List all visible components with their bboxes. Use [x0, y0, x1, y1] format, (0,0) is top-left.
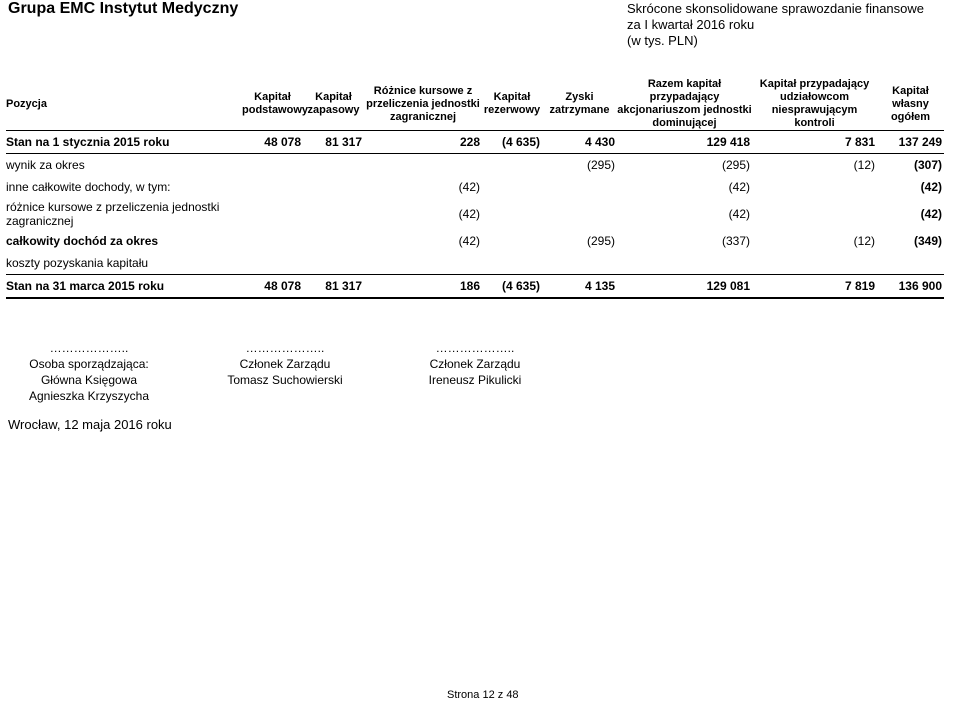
signature-role: Członek Zarządu [429, 357, 521, 371]
table-cell: (42) [920, 207, 942, 221]
table-cell [242, 154, 303, 177]
table-cell: (42) [458, 234, 480, 248]
table-cell: 136 900 [877, 275, 944, 299]
table-cell [752, 252, 877, 275]
column-header: Razem kapitał przypadający akcjonariuszom jednostki dominującej [617, 78, 752, 129]
table-cell [482, 154, 542, 177]
report-title-line1: Skrócone skonsolidowane sprawozdanie finansowe [627, 1, 925, 16]
table-cell: 186 [364, 275, 482, 299]
table-cell: (42) [920, 180, 942, 194]
signature-block-preparer [8, 340, 170, 404]
table-cell: 228 [364, 131, 482, 154]
page-number: Strona 12 z 48 [447, 689, 519, 701]
signature-line: ……………….. [49, 341, 129, 355]
table-cell [303, 154, 364, 177]
table-cell: (4 635) [482, 131, 542, 154]
table-cell [364, 252, 482, 275]
table-cell [303, 230, 364, 252]
column-header: Kapitał przypadający udziałowcom niesprawującym kontroli [752, 78, 877, 131]
signature-name: Agnieszka Krzyszycha [28, 389, 150, 403]
table-row [6, 275, 944, 299]
table-cell [752, 176, 877, 198]
table-cell: 48 078 [242, 275, 303, 299]
table-row [6, 252, 944, 275]
table-cell: 137 249 [877, 131, 944, 154]
signature-name: Ireneusz Pikulicki [428, 373, 522, 387]
signature-role: Osoba sporządzająca: [29, 357, 149, 371]
table-cell [482, 176, 542, 198]
report-title-line2: za I kwartał 2016 roku [627, 17, 755, 32]
table-cell: 7 831 [752, 131, 877, 154]
table-cell: (42) [458, 180, 480, 194]
signature-line: ……………….. [245, 341, 325, 355]
table-cell [482, 198, 542, 230]
signature-line: ……………….. [435, 341, 515, 355]
table-cell: (295) [721, 158, 750, 172]
table-cell [752, 198, 877, 230]
column-header: Kapitał zapasowy [303, 78, 364, 131]
table-cell: 81 317 [303, 275, 364, 299]
table-cell: (42) [458, 207, 480, 221]
table-row [6, 154, 944, 177]
table-row [6, 230, 944, 252]
table-cell: 4 135 [542, 275, 617, 299]
signature-block-board-member-2 [410, 340, 540, 388]
row-label: inne całkowite dochody, w tym: [6, 180, 171, 194]
table-cell [242, 252, 303, 275]
table-cell [242, 176, 303, 198]
row-label: różnice kursowe z przeliczenia jednostki zagranicznej [6, 200, 220, 228]
table-cell [303, 176, 364, 198]
equity-changes-table [6, 78, 944, 299]
signature-block-board-member-1 [220, 340, 350, 388]
column-header: Różnice kursowe z przeliczenia jednostki zagranicznej [364, 78, 482, 131]
table-cell: (4 635) [482, 275, 542, 299]
signature-title: Główna Księgowa [40, 373, 138, 387]
table-cell: 48 078 [242, 131, 303, 154]
row-label: koszty pozyskania kapitału [6, 256, 149, 270]
row-label: całkowity dochód za okres [6, 234, 159, 248]
signature-role: Członek Zarządu [239, 357, 331, 371]
table-cell [242, 198, 303, 230]
table-cell [303, 252, 364, 275]
table-cell: (295) [586, 158, 615, 172]
table-cell [542, 252, 617, 275]
table-cell: (12) [853, 158, 875, 172]
table-cell: (42) [728, 207, 750, 221]
table-cell: 129 081 [617, 275, 752, 299]
table-cell: (349) [913, 234, 942, 248]
table-cell [364, 154, 482, 177]
table-cell: 81 317 [303, 131, 364, 154]
column-header: Kapitał własny ogółem [877, 78, 944, 131]
table-cell: (295) [586, 234, 615, 248]
row-label: Stan na 1 stycznia 2015 roku [6, 131, 242, 154]
row-label: Stan na 31 marca 2015 roku [6, 275, 242, 299]
table-cell: 129 418 [617, 131, 752, 154]
table-cell [877, 252, 944, 275]
table-cell [482, 230, 542, 252]
report-title-line3: (w tys. PLN) [627, 33, 698, 48]
table-row [6, 131, 944, 154]
table-cell: 4 430 [542, 131, 617, 154]
table-row [6, 176, 944, 198]
table-cell: 7 819 [752, 275, 877, 299]
table-cell [542, 176, 617, 198]
place-and-date: Wrocław, 12 maja 2016 roku [8, 417, 172, 432]
signature-name: Tomasz Suchowierski [227, 373, 343, 387]
table-cell [617, 252, 752, 275]
table-cell: (42) [728, 180, 750, 194]
table-cell: (337) [721, 234, 750, 248]
column-header: Kapitał rezerwowy [482, 78, 542, 131]
table-cell [542, 198, 617, 230]
column-header: Kapitał podstawowy [242, 78, 303, 131]
company-name: Grupa EMC Instytut Medyczny [8, 0, 239, 17]
table-cell [303, 198, 364, 230]
table-cell [482, 252, 542, 275]
table-cell: (307) [913, 158, 942, 172]
report-title [627, 1, 924, 49]
table-cell [242, 230, 303, 252]
table-header-row [6, 78, 944, 131]
table-cell: (12) [853, 234, 875, 248]
table-row [6, 198, 944, 230]
column-header: Zyski zatrzymane [542, 78, 617, 131]
row-label: wynik za okres [6, 158, 85, 172]
column-header: Pozycja [6, 78, 242, 131]
